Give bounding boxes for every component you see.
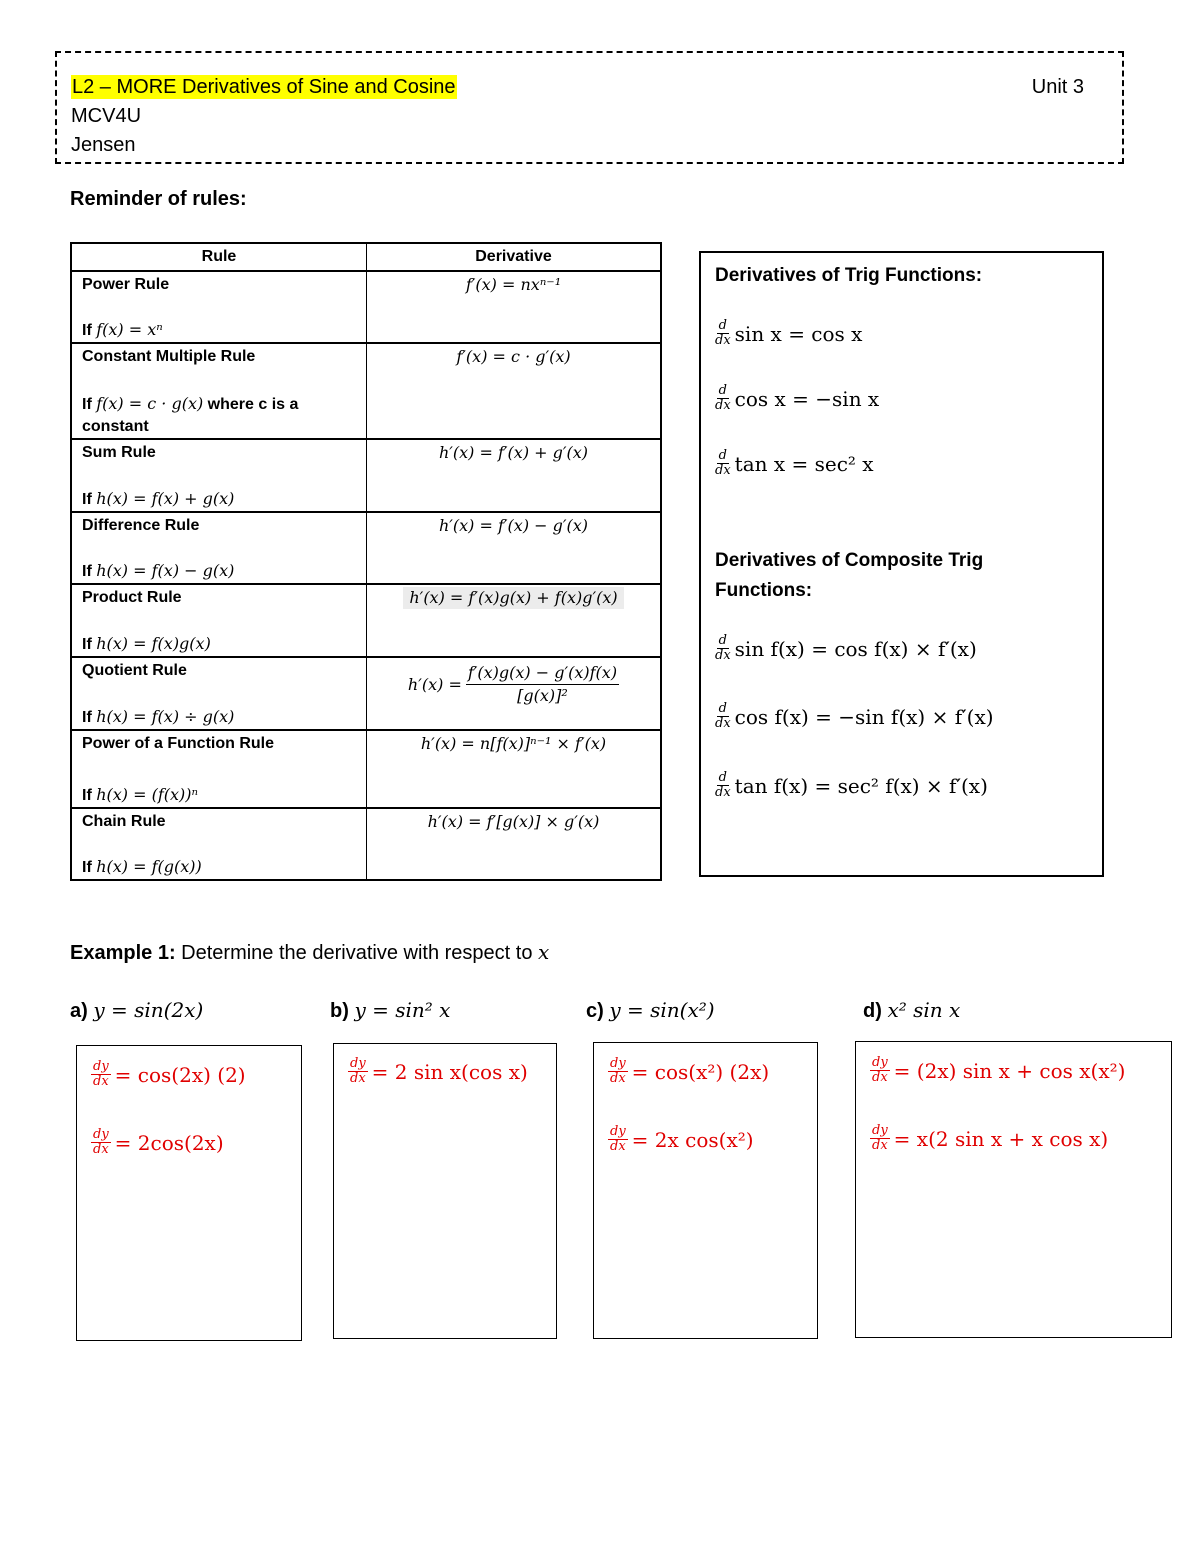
rule-name: Constant Multiple Rule xyxy=(82,348,256,365)
example-heading: Example 1: Determine the derivative with respect to x xyxy=(70,940,550,964)
answer-line: $\frac{dy}{dx}$ = (2x) sin x + cos x(x²) xyxy=(872,1055,1126,1085)
derivative-cell xyxy=(367,513,660,583)
table-row xyxy=(72,656,660,729)
rule-cell xyxy=(72,658,367,729)
rules-table xyxy=(70,242,662,881)
composite-rule: d dx cos f(x) = −sin f(x) × f′(x) xyxy=(715,701,994,731)
table-row xyxy=(72,438,660,511)
rule-condition: If f(x) = c · g(x) where c is a constant xyxy=(82,394,299,435)
answer-line: $\frac{dy}{dx}$ = cos(x²) (2x) xyxy=(610,1056,770,1086)
derivative-cell xyxy=(367,809,660,879)
table-row xyxy=(72,342,660,438)
rule-name: Sum Rule xyxy=(82,444,156,461)
answer-line: $\frac{dy}{dx}$ = 2x cos(x²) xyxy=(610,1124,754,1154)
rule-name: Power Rule xyxy=(82,276,170,293)
derivative-cell xyxy=(367,344,660,438)
composite-rule: d dx tan f(x) = sec² f(x) × f′(x) xyxy=(715,770,988,800)
rule-name: Quotient Rule xyxy=(82,662,187,679)
derivative-cell xyxy=(367,731,660,807)
answer-box-c xyxy=(593,1042,818,1339)
lesson-title: L2 – MORE Derivatives of Sine and Cosine xyxy=(72,76,456,98)
rule-name: Power of a Function Rule xyxy=(82,735,275,752)
rule-cell xyxy=(72,440,367,511)
derivative-cell xyxy=(367,272,660,342)
rule-condition: If h(x) = f(x) ÷ g(x) xyxy=(82,707,235,726)
course-code: MCV4U xyxy=(71,105,142,127)
header-box xyxy=(55,51,1124,164)
table-row xyxy=(72,511,660,583)
rule-cell xyxy=(72,344,367,438)
trig-rule: d dx tan x = sec² x xyxy=(715,448,874,478)
rule-condition: If f(x) = xⁿ xyxy=(82,320,163,339)
part-b-label: b) y = sin² x xyxy=(330,998,451,1022)
table-row xyxy=(72,807,660,879)
table-row xyxy=(72,583,660,656)
derivative-formula: h′(x) = f′(x) + g′(x) xyxy=(438,443,589,462)
answer-line: $\frac{dy}{dx}$ = 2 sin x(cos x) xyxy=(350,1056,528,1086)
rule-name: Product Rule xyxy=(82,589,182,606)
rule-condition: If h(x) = f(x) − g(x) xyxy=(82,561,235,580)
part-a-label: a) y = sin(2x) xyxy=(70,998,204,1022)
quotient-formula: h′(x) = $\frac{f'(x)g(x) - g'(x)f(x)}{\text{[g(x)]²}}$ xyxy=(407,663,618,705)
rule-cell xyxy=(72,585,367,656)
trig-rule: d dx cos x = −sin x xyxy=(715,383,880,413)
trig-rule: d dx sin x = cos x xyxy=(715,318,863,348)
composite-heading-line2: Functions: xyxy=(715,580,813,601)
composite-heading-line1: Derivatives of Composite Trig xyxy=(715,550,984,571)
derivative-formula: f′(x) = nxⁿ⁻¹ xyxy=(465,275,562,294)
answer-line: $\frac{dy}{dx}$ = 2cos(2x) xyxy=(93,1127,224,1157)
derivative-formula: h′(x) = n[f(x)]ⁿ⁻¹ × f′(x) xyxy=(420,734,607,753)
quotient-numerator: f′(x)g(x) − g′(x)f(x) xyxy=(466,662,619,685)
answer-line: $\frac{dy}{dx}$ = cos(2x) (2) xyxy=(93,1059,246,1089)
derivative-cell xyxy=(367,585,660,656)
derivative-cell xyxy=(367,440,660,511)
rule-cell xyxy=(72,809,367,879)
table-row xyxy=(72,270,660,342)
table-row xyxy=(72,729,660,807)
rule-condition: If h(x) = f(g(x)) xyxy=(82,857,202,876)
derivative-formula: f′(x) = c · g′(x) xyxy=(456,347,571,366)
rule-condition: If h(x) = (f(x))ⁿ xyxy=(82,785,199,804)
derivative-formula: h′(x) = f′[g(x)] × g′(x) xyxy=(427,812,600,831)
rule-condition: If h(x) = f(x)g(x) xyxy=(82,634,211,653)
answer-box-d xyxy=(855,1041,1172,1338)
reminder-heading: Reminder of rules: xyxy=(70,188,247,210)
answer-box-b xyxy=(333,1043,557,1339)
trig-heading: Derivatives of Trig Functions: xyxy=(715,265,983,286)
derivative-formula: h′(x) = f′(x)g(x) + f(x)g′(x) xyxy=(403,587,623,609)
part-c-label: c) y = sin(x²) xyxy=(586,998,715,1022)
answer-box-a xyxy=(76,1045,302,1341)
header-rule: Rule xyxy=(72,244,367,270)
rule-name: Difference Rule xyxy=(82,517,200,534)
header-derivative: Derivative xyxy=(475,248,552,265)
rule-cell xyxy=(72,731,367,807)
rule-name: Chain Rule xyxy=(82,813,166,830)
unit-label: Unit 3 xyxy=(1031,76,1084,98)
quotient-denominator: [g(x)]² xyxy=(517,686,568,705)
derivative-cell xyxy=(367,658,660,729)
rule-cell xyxy=(72,272,367,342)
teacher-name: Jensen xyxy=(71,134,136,156)
derivative-formula: h′(x) = f′(x) − g′(x) xyxy=(438,516,589,535)
trig-derivatives-box xyxy=(699,251,1104,877)
answer-line: $\frac{dy}{dx}$ = x(2 sin x + x cos x) xyxy=(872,1123,1109,1153)
rule-condition: If h(x) = f(x) + g(x) xyxy=(82,489,235,508)
table-header-row xyxy=(72,244,660,270)
composite-rule: d dx sin f(x) = cos f(x) × f′(x) xyxy=(715,633,977,663)
part-d-label: d) x² sin x xyxy=(863,998,961,1022)
rule-cell xyxy=(72,513,367,583)
